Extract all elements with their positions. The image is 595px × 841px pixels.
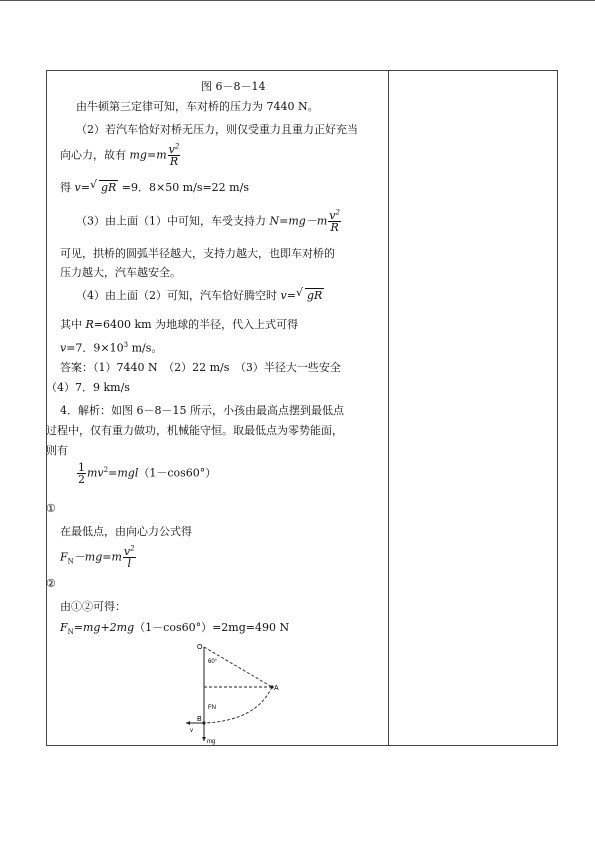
fraction: $\frac{v^2}{R}$ bbox=[329, 208, 340, 234]
formula-fragment: =m bbox=[146, 148, 167, 162]
text-line: （2）若汽车恰好对桥无压力，则仅受重力且重力正好充当 bbox=[76, 123, 358, 136]
equation-line bbox=[60, 546, 137, 570]
text-line: 由牛顿第三定律可知，车对桥的压力为 7440 N。 bbox=[76, 100, 319, 113]
formula-var: N bbox=[269, 214, 280, 228]
formula-fragment: （1－cos60°）=2mg=490 N bbox=[134, 621, 290, 634]
formula-fragment: =mg+2mg bbox=[73, 621, 135, 634]
text-line: 压力越大，汽车越安全。 bbox=[60, 266, 181, 279]
formula-fragment: －mg=m bbox=[73, 550, 122, 564]
text-fragment: =9．8×50 m/s=22 m/s bbox=[118, 181, 249, 194]
label-o: O bbox=[197, 644, 203, 651]
fraction-numerator: 1 bbox=[78, 461, 85, 475]
equation-line bbox=[60, 621, 289, 639]
text-line-with-formula bbox=[60, 338, 162, 356]
subscript: N bbox=[67, 557, 74, 566]
table-column-divider bbox=[388, 70, 389, 746]
answer-line: 答案：（1）7440 N （2）22 m/s （3）半径大一些安全 bbox=[60, 361, 341, 374]
radicand: gR bbox=[100, 181, 117, 194]
formula-fragment: = bbox=[80, 181, 90, 194]
fraction bbox=[77, 462, 86, 485]
fraction: $\frac{v^2}{R}$ bbox=[168, 142, 180, 168]
fraction-denominator: 2 bbox=[78, 473, 85, 487]
content-cell bbox=[46, 70, 385, 670]
fraction: $\frac{v^2}{l}$ bbox=[123, 544, 135, 570]
pendulum-figure bbox=[178, 643, 288, 747]
formula-fragment: （1－cos60°） bbox=[138, 466, 217, 480]
velocity-arrowhead bbox=[186, 721, 190, 725]
fraction-numerator: v bbox=[123, 545, 131, 558]
text-line: 由①②可得： bbox=[60, 600, 126, 613]
page-top-rule bbox=[0, 0, 595, 1]
label-angle: 60° bbox=[208, 659, 218, 665]
formula-var: v bbox=[280, 289, 287, 302]
text-fragment: （4）由上面（2）可知，汽车恰好腾空时 bbox=[76, 289, 281, 302]
formula-var: mg bbox=[129, 148, 147, 162]
fraction-denominator: l bbox=[127, 557, 131, 570]
formula-var: F bbox=[60, 550, 68, 564]
formula-var: v bbox=[60, 341, 67, 355]
text-line-with-formula bbox=[60, 144, 181, 167]
subscript: N bbox=[67, 628, 74, 637]
fraction-denominator: R bbox=[169, 155, 179, 168]
text-line: 可见，拱桥的圆弧半径越大，支持力越大，也即车对桥的 bbox=[60, 247, 335, 260]
text-line: 在最低点，由向心力公式得 bbox=[60, 525, 192, 538]
formula-fragment: = bbox=[286, 289, 296, 302]
equation-number: ② bbox=[46, 577, 56, 590]
text-line-with-formula bbox=[76, 210, 342, 233]
text-fragment: m/s。 bbox=[128, 341, 163, 355]
text-fragment: 向心力，故有 bbox=[60, 148, 130, 162]
label-b: B bbox=[197, 716, 202, 723]
text-fragment: （3）由上面（1）中可知，车受支持力 bbox=[76, 214, 270, 228]
label-v: v bbox=[190, 728, 193, 734]
rope-at-60-degrees bbox=[204, 647, 272, 687]
fraction-numerator: v bbox=[329, 209, 336, 222]
exponent: 2 bbox=[103, 466, 109, 474]
formula-var: F bbox=[60, 621, 68, 634]
answer-line: （4）7．9 km/s bbox=[46, 381, 130, 394]
text-line: 过程中，仅有重力做功，机械能守恒。取最低点为零势能面， bbox=[46, 424, 343, 437]
formula-var: v bbox=[74, 181, 81, 194]
text-line-with-formula bbox=[60, 318, 298, 332]
text-line-with-formula bbox=[76, 288, 324, 303]
text-fragment: 得 bbox=[60, 181, 75, 194]
text-line: 4．解析：如图 6－8－15 所示，小孩由最高点摆到最低点 bbox=[60, 404, 344, 417]
label-a: A bbox=[274, 685, 279, 692]
text-fragment: 其中 bbox=[60, 318, 86, 331]
formula-fragment: mv bbox=[87, 466, 104, 480]
label-mg: mg bbox=[207, 739, 216, 745]
text-line: 则有 bbox=[46, 444, 68, 457]
radicand: gR bbox=[306, 289, 323, 302]
text-line-with-formula bbox=[60, 180, 249, 195]
formula-fragment: =mgl bbox=[108, 466, 139, 480]
exponent: 3 bbox=[123, 341, 129, 349]
figure-caption: 图 6－8－14 bbox=[201, 80, 266, 93]
text-fragment: =6400 km 为地球的半径，代入上式可得 bbox=[93, 318, 299, 331]
equation-number: ① bbox=[46, 502, 56, 515]
square-root: √ gR bbox=[295, 286, 323, 302]
fraction-numerator: v bbox=[168, 143, 175, 156]
gravity-arrowhead bbox=[202, 737, 206, 741]
text-fragment: =7．9×10 bbox=[66, 341, 124, 355]
fraction-denominator: R bbox=[330, 221, 339, 234]
formula-var: R bbox=[85, 318, 94, 331]
label-fn: FN bbox=[208, 705, 216, 711]
equation-line bbox=[76, 462, 216, 485]
square-root: √ gR bbox=[89, 178, 117, 194]
formula-fragment: =mg－m bbox=[279, 214, 328, 228]
